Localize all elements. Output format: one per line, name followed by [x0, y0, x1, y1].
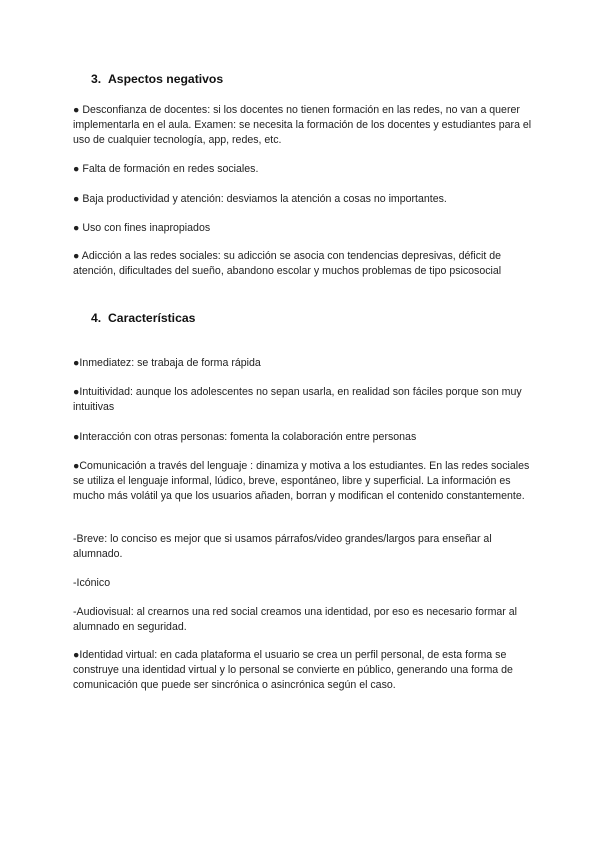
paragraph-interaccion: ●Interacción con otras personas: fomenta la colaboración entre personas	[73, 431, 417, 443]
paragraph-falta-formacion: ● Falta de formación en redes sociales.	[73, 163, 259, 175]
paragraph-uso-inapropiado: ● Uso con fines inapropiados	[73, 222, 211, 234]
paragraph-iconico: -Icónico	[73, 577, 111, 589]
paragraph-desconfianza: ● Desconfianza de docentes: si los docentes no tienen formación en las redes, no van a querer implementarla en el aula. Examen: se necesita la formación de los docentes y estudiantes para el uso de cualquier tecnología, app, redes, etc.	[73, 104, 532, 146]
paragraph-comunicacion: ●Comunicación a través del lenguaje : dinamiza y motiva a los estudiantes. En las redes sociales se utiliza el lenguaje informal, lúdico, breve, espontáneo, libre y superficial. La información es mucho más volátil ya que los usuarios añaden, borran y modifican el contenido constantemente.	[73, 460, 530, 502]
paragraph-adiccion: ● Adicción a las redes sociales: su adicción se asocia con tendencias depresivas, déficit de atención, dificultades del sueño, abandono escolar y muchos problemas de tipo psicosocial	[73, 250, 502, 277]
section-3-number: 3.	[91, 72, 102, 86]
section-4-number: 4.	[91, 311, 102, 325]
paragraph-identidad-virtual: ●Identidad virtual: en cada plataforma el usuario se crea un perfil personal, de esta forma se construye una identidad virtual y lo personal se convierte en público, generando una forma de comunicación que puede ser sincrónica o asincrónica según el caso.	[73, 649, 513, 691]
paragraph-baja-productividad: ● Baja productividad y atención: desviamos la atención a cosas no importantes.	[73, 193, 447, 205]
section-3-heading	[91, 72, 223, 86]
section-4-heading	[91, 311, 195, 325]
paragraph-intuitividad: ●Intuitividad: aunque los adolescentes no sepan usarla, en realidad son fáciles porque son muy intuitivas	[73, 386, 522, 413]
section-3-title: Aspectos negativos	[108, 72, 224, 86]
paragraph-audiovisual: -Audiovisual: al crearnos una red social creamos una identidad, por eso es necesario formar al alumnado en seguridad.	[73, 606, 517, 633]
paragraph-breve: -Breve: lo conciso es mejor que si usamos párrafos/video grandes/largos para enseñar al alumnado.	[73, 533, 492, 560]
section-4-title: Características	[108, 311, 196, 325]
paragraph-inmediatez: ●Inmediatez: se trabaja de forma rápida	[73, 357, 261, 369]
